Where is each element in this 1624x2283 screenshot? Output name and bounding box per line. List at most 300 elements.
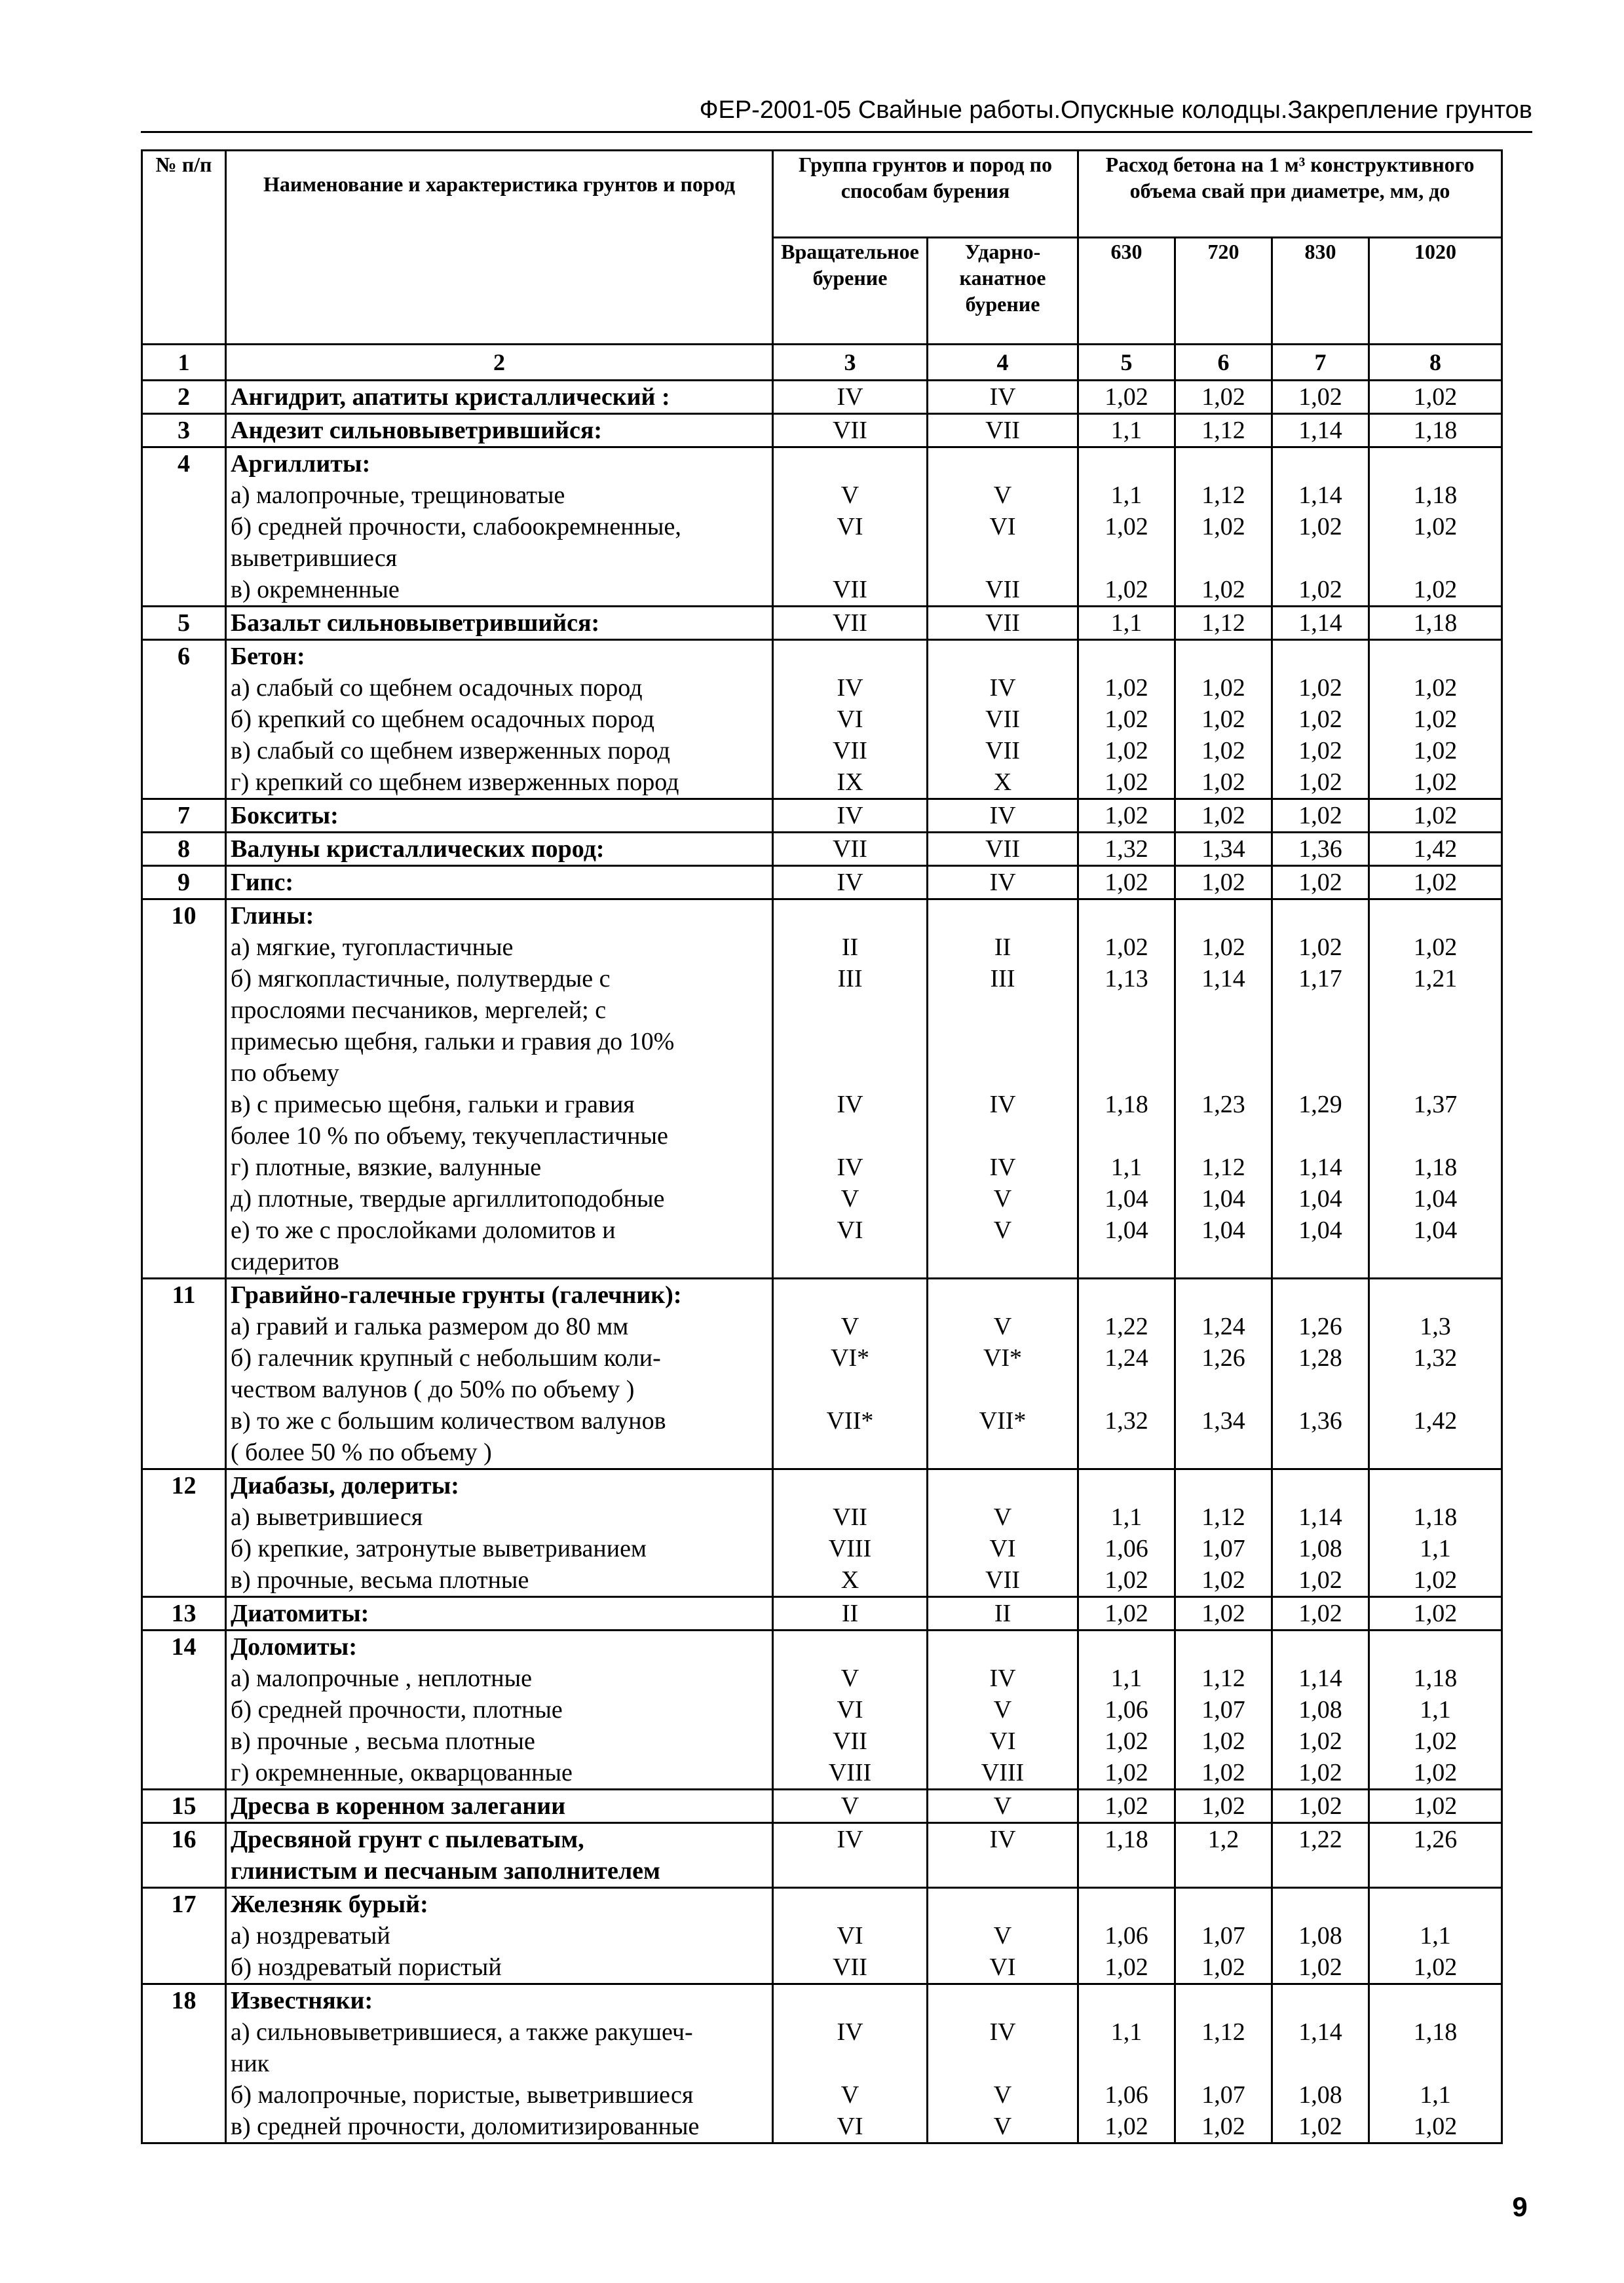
consumption-value: 1,02 <box>1105 1759 1148 1786</box>
rotary-group-cell <box>773 607 928 640</box>
consumption-value <box>1374 1470 1497 1501</box>
consumption-value <box>1277 1279 1364 1311</box>
consumption-value: 1,02 <box>1413 383 1458 411</box>
consumption-value <box>1374 448 1497 480</box>
consumption-value: 1,02 <box>1201 934 1245 961</box>
rotary-group-value: IV <box>837 674 863 702</box>
concrete-consumption-cell <box>1175 1597 1272 1631</box>
soil-category-title: Железняк бурый: <box>231 1891 428 1918</box>
concrete-consumption-cell <box>1272 799 1369 833</box>
soil-subtype-label: по объему <box>231 1059 339 1087</box>
consumption-value: 1,13 <box>1105 965 1148 992</box>
concrete-consumption-cell <box>1078 833 1175 866</box>
consumption-value: 1,14 <box>1298 1665 1342 1692</box>
rotary-group-value: II <box>841 1600 859 1627</box>
percussion-group-value: VIII <box>981 1759 1025 1786</box>
percussion-group-value <box>932 2048 1073 2079</box>
row-number: 9 <box>142 866 226 899</box>
rotary-group-cell <box>773 1469 928 1597</box>
rotary-group-value: V <box>840 481 859 509</box>
table-row <box>142 799 1502 833</box>
consumption-value: 1,07 <box>1201 1922 1245 1950</box>
rotary-group-value: VI <box>837 1217 863 1244</box>
consumption-value: 1,1 <box>1110 481 1142 509</box>
consumption-value <box>1180 1374 1267 1405</box>
consumption-value: 1,34 <box>1201 1407 1245 1435</box>
consumption-value <box>1277 1985 1364 2016</box>
consumption-value <box>1180 1120 1267 1152</box>
consumption-value: 1,18 <box>1413 481 1458 509</box>
percussion-group-cell <box>928 1597 1078 1631</box>
percussion-group-value: III <box>990 965 1015 992</box>
column-number: 8 <box>1369 345 1502 381</box>
consumption-value <box>1083 1985 1170 2016</box>
rotary-group-value <box>778 900 922 932</box>
consumption-value: 1,02 <box>1298 1727 1342 1755</box>
percussion-group-value: II <box>994 1600 1011 1627</box>
concrete-consumption-cell <box>1369 833 1502 866</box>
rotary-group-cell <box>773 866 928 899</box>
consumption-value: 1,14 <box>1298 1154 1342 1181</box>
soil-subtype-label: а) мягкие, тугопластичные <box>231 934 514 961</box>
concrete-consumption-cell <box>1078 1790 1175 1823</box>
rotary-group-value <box>778 448 922 480</box>
rotary-group-value: VI <box>837 1696 863 1724</box>
percussion-group-value: IV <box>989 1154 1016 1181</box>
rotary-group-value: VIII <box>828 1759 872 1786</box>
consumption-value: 1,04 <box>1201 1185 1245 1213</box>
consumption-value <box>1374 1437 1497 1468</box>
consumption-value: 1,02 <box>1105 383 1148 411</box>
concrete-consumption-cell <box>1369 414 1502 447</box>
percussion-group-value: V <box>993 1217 1012 1244</box>
consumption-value: 1,04 <box>1413 1217 1458 1244</box>
percussion-group-value: V <box>993 2081 1012 2109</box>
column-number: 6 <box>1175 345 1272 381</box>
concrete-consumption-cell <box>1078 1984 1175 2143</box>
consumption-value: 1,02 <box>1105 2113 1148 2140</box>
percussion-group-cell <box>928 899 1078 1279</box>
consumption-value: 1,02 <box>1201 1792 1245 1820</box>
soil-category-title: Диатомиты: <box>231 1600 369 1627</box>
rotary-group-cell <box>773 1631 928 1790</box>
consumption-value <box>1083 1026 1170 1057</box>
consumption-value: 1,02 <box>1413 1759 1458 1786</box>
consumption-value: 1,02 <box>1413 802 1458 829</box>
column-number: 4 <box>928 345 1078 381</box>
consumption-value <box>1180 900 1267 932</box>
concrete-consumption-cell <box>1272 1790 1369 1823</box>
soil-subtype-label: г) окремненные, окварцованные <box>231 1759 573 1786</box>
col-header-group: Группа грунтов и пород по способам бурения <box>773 151 1078 238</box>
consumption-value: 1,07 <box>1201 1696 1245 1724</box>
consumption-value <box>1277 448 1364 480</box>
percussion-group-value <box>932 1279 1073 1311</box>
rotary-group-cell <box>773 447 928 607</box>
rotary-group-value <box>778 1855 922 1887</box>
rotary-group-value: VIII <box>828 1535 872 1562</box>
soil-subtype-label: примесью щебня, гальки и гравия до 10% <box>231 1028 675 1055</box>
percussion-group-value: VII <box>985 835 1020 863</box>
consumption-value: 1,24 <box>1201 1313 1245 1340</box>
row-number: 5 <box>142 607 226 640</box>
consumption-value: 1,02 <box>1201 1759 1245 1786</box>
consumption-value <box>1180 1437 1267 1468</box>
consumption-value: 1,12 <box>1201 1154 1245 1181</box>
consumption-value <box>1180 994 1267 1026</box>
consumption-value <box>1083 2048 1170 2079</box>
rotary-group-value <box>778 1374 922 1405</box>
rotary-group-value: II <box>841 934 859 961</box>
rotary-group-value <box>778 542 922 574</box>
soil-subtype-label: прослоями песчаников, мергелей; с <box>231 996 607 1024</box>
concrete-consumption-cell <box>1078 1631 1175 1790</box>
consumption-value: 1,06 <box>1105 1696 1148 1724</box>
consumption-value: 1,2 <box>1207 1826 1239 1853</box>
consumption-value: 1,02 <box>1201 1600 1245 1627</box>
percussion-group-value: VII <box>985 609 1020 637</box>
concrete-consumption-cell <box>1272 1469 1369 1597</box>
consumption-value: 1,14 <box>1201 965 1245 992</box>
rotary-group-value <box>778 2048 922 2079</box>
consumption-value: 1,14 <box>1298 609 1342 637</box>
rotary-group-cell <box>773 1984 928 2143</box>
consumption-value: 1,02 <box>1298 934 1342 961</box>
soil-category-title: Валуны кристаллических пород: <box>231 835 605 863</box>
consumption-value: 1,1 <box>1110 1503 1142 1531</box>
concrete-consumption-cell <box>1078 899 1175 1279</box>
table-row <box>142 607 1502 640</box>
soil-subtype-label: а) малопрочные, трещиноватые <box>231 481 565 509</box>
consumption-value: 1,18 <box>1413 2018 1458 2046</box>
consumption-value: 1,24 <box>1105 1344 1148 1372</box>
consumption-value <box>1083 1631 1170 1663</box>
soil-category-title: Базальт сильновыветрившийся: <box>231 609 600 637</box>
soil-category-title: Дресвяной грунт с пылеватым, <box>231 1826 584 1853</box>
row-number: 16 <box>142 1823 226 1888</box>
rotary-group-value: IV <box>837 869 863 896</box>
concrete-consumption-cell <box>1078 1823 1175 1888</box>
soil-category-title: Дресва в коренном залегании <box>231 1792 566 1820</box>
soil-subtype-label: а) ноздреватый <box>231 1922 390 1950</box>
percussion-group-cell <box>928 1279 1078 1469</box>
soil-concrete-table <box>141 149 1503 2144</box>
consumption-value <box>1083 994 1170 1026</box>
rotary-group-value: V <box>840 2081 859 2109</box>
rotary-group-cell <box>773 414 928 447</box>
consumption-value <box>1083 1374 1170 1405</box>
concrete-consumption-cell <box>1369 1279 1502 1469</box>
consumption-value <box>1374 900 1497 932</box>
percussion-group-cell <box>928 607 1078 640</box>
rotary-group-value: VI <box>837 1922 863 1950</box>
percussion-group-cell <box>928 866 1078 899</box>
rotary-group-value: V <box>840 1313 859 1340</box>
consumption-value: 1,18 <box>1413 609 1458 637</box>
rotary-group-value: VII <box>833 417 867 444</box>
col-header-d630: 630 <box>1078 238 1175 345</box>
consumption-value: 1,18 <box>1413 1154 1458 1181</box>
percussion-group-cell <box>928 414 1078 447</box>
percussion-group-value: VII* <box>979 1407 1027 1435</box>
concrete-consumption-cell <box>1175 1888 1272 1984</box>
percussion-group-value: IV <box>989 802 1016 829</box>
consumption-value: 1,21 <box>1413 965 1458 992</box>
soil-subtype-label: а) сильновыветрившиеся, а также ракушеч- <box>231 2018 693 2046</box>
percussion-group-cell <box>928 640 1078 799</box>
consumption-value: 1,12 <box>1201 481 1245 509</box>
consumption-value <box>1180 1470 1267 1501</box>
consumption-value: 1,36 <box>1298 835 1342 863</box>
consumption-value: 1,02 <box>1105 802 1148 829</box>
consumption-value <box>1277 1437 1364 1468</box>
consumption-value <box>1277 1470 1364 1501</box>
percussion-group-value: V <box>993 1922 1012 1950</box>
consumption-value: 1,34 <box>1201 835 1245 863</box>
consumption-value <box>1180 1889 1267 1920</box>
soil-name-cell <box>226 866 773 899</box>
consumption-value: 1,04 <box>1413 1185 1458 1213</box>
consumption-value <box>1180 1246 1267 1277</box>
percussion-group-value: VII <box>985 706 1020 733</box>
consumption-value: 1,02 <box>1413 869 1458 896</box>
consumption-value <box>1374 994 1497 1026</box>
soil-category-title: Бокситы: <box>231 802 339 829</box>
rotary-group-cell <box>773 1790 928 1823</box>
consumption-value: 1,02 <box>1201 706 1245 733</box>
consumption-value: 1,02 <box>1105 576 1148 603</box>
concrete-consumption-cell <box>1272 866 1369 899</box>
consumption-value: 1,12 <box>1201 417 1245 444</box>
concrete-consumption-cell <box>1272 447 1369 607</box>
consumption-value: 1,22 <box>1105 1313 1148 1340</box>
concrete-consumption-cell <box>1078 447 1175 607</box>
row-number: 7 <box>142 799 226 833</box>
soil-name-cell <box>226 1823 773 1888</box>
concrete-consumption-cell <box>1078 381 1175 414</box>
rotary-group-cell <box>773 899 928 1279</box>
col-header-rotary: Вращательное бурение <box>773 238 928 345</box>
running-header: ФЕР-2001-05 Свайные работы.Опускные колодцы.Закрепление грунтов <box>141 92 1532 133</box>
rotary-group-value <box>778 1120 922 1152</box>
soil-subtype-label: сидеритов <box>231 1248 339 1275</box>
soil-subtype-label: а) выветрившиеся <box>231 1503 423 1531</box>
consumption-value <box>1277 1374 1364 1405</box>
percussion-group-value <box>932 1120 1073 1152</box>
consumption-value: 1,02 <box>1105 1727 1148 1755</box>
column-number: 2 <box>226 345 773 381</box>
rotary-group-value <box>778 1026 922 1057</box>
rotary-group-value: VII <box>833 609 867 637</box>
consumption-value: 1,28 <box>1298 1344 1342 1372</box>
percussion-group-cell <box>928 1888 1078 1984</box>
consumption-value: 1,14 <box>1298 481 1342 509</box>
rotary-group-value: VII <box>833 737 867 764</box>
rotary-group-cell <box>773 799 928 833</box>
table-row <box>142 1790 1502 1823</box>
consumption-value <box>1374 1855 1497 1887</box>
soil-subtype-label: выветрившиеся <box>231 544 398 572</box>
soil-name-cell <box>226 1888 773 1984</box>
col-header-d830: 830 <box>1272 238 1369 345</box>
consumption-value <box>1277 542 1364 574</box>
table-row <box>142 1469 1502 1597</box>
soil-name-cell <box>226 833 773 866</box>
rotary-group-cell <box>773 381 928 414</box>
concrete-consumption-cell <box>1175 866 1272 899</box>
consumption-value <box>1180 448 1267 480</box>
column-number: 1 <box>142 345 226 381</box>
consumption-value: 1,26 <box>1298 1313 1342 1340</box>
rotary-group-value: VII <box>833 1727 867 1755</box>
table-row <box>142 447 1502 607</box>
consumption-value <box>1083 641 1170 672</box>
concrete-consumption-cell <box>1369 1469 1502 1597</box>
soil-category-title: Диабазы, долериты: <box>231 1472 459 1500</box>
concrete-consumption-cell <box>1175 1631 1272 1790</box>
consumption-value <box>1180 1279 1267 1311</box>
consumption-value <box>1277 900 1364 932</box>
consumption-value <box>1374 1985 1497 2016</box>
percussion-group-value <box>932 542 1073 574</box>
consumption-value: 1,02 <box>1413 674 1458 702</box>
rotary-group-cell <box>773 1279 928 1469</box>
consumption-value: 1,02 <box>1298 869 1342 896</box>
soil-category-title: Доломиты: <box>231 1633 358 1661</box>
concrete-consumption-cell <box>1175 1823 1272 1888</box>
concrete-consumption-cell <box>1078 1597 1175 1631</box>
concrete-consumption-cell <box>1272 414 1369 447</box>
concrete-consumption-cell <box>1369 1823 1502 1888</box>
consumption-value <box>1374 1120 1497 1152</box>
row-number: 13 <box>142 1597 226 1631</box>
soil-subtype-label: ник <box>231 2050 270 2077</box>
consumption-value: 1,06 <box>1105 1922 1148 1950</box>
col-header-percussion: Ударно-канатное бурение <box>928 238 1078 345</box>
consumption-value: 1,02 <box>1298 513 1342 540</box>
percussion-group-value <box>932 1246 1073 1277</box>
consumption-value: 1,02 <box>1105 1953 1148 1981</box>
table-row <box>142 1279 1502 1469</box>
concrete-consumption-cell <box>1078 607 1175 640</box>
rotary-group-value: VI <box>837 706 863 733</box>
col-header-name: Наименование и характеристика грунтов и пород <box>226 151 773 345</box>
consumption-value: 1,02 <box>1298 383 1342 411</box>
rotary-group-cell <box>773 640 928 799</box>
rotary-group-value: IV <box>837 1826 863 1853</box>
consumption-value: 1,02 <box>1201 674 1245 702</box>
rotary-group-value: IV <box>837 383 863 411</box>
percussion-group-cell <box>928 1984 1078 2143</box>
concrete-consumption-cell <box>1078 640 1175 799</box>
percussion-group-cell <box>928 447 1078 607</box>
percussion-group-value <box>932 1855 1073 1887</box>
soil-name-cell <box>226 1597 773 1631</box>
rotary-group-value: VI <box>837 513 863 540</box>
percussion-group-value: V <box>993 481 1012 509</box>
percussion-group-value: VI <box>989 1727 1016 1755</box>
consumption-value <box>1277 1120 1364 1152</box>
consumption-value <box>1374 1246 1497 1277</box>
consumption-value: 1,32 <box>1105 835 1148 863</box>
soil-name-cell <box>226 640 773 799</box>
rotary-group-value: IX <box>837 768 863 796</box>
concrete-consumption-cell <box>1369 381 1502 414</box>
consumption-value <box>1374 542 1497 574</box>
consumption-value <box>1083 448 1170 480</box>
rotary-group-value <box>778 1246 922 1277</box>
column-number: 7 <box>1272 345 1369 381</box>
row-number: 11 <box>142 1279 226 1469</box>
consumption-value: 1,02 <box>1298 1953 1342 1981</box>
consumption-value: 1,08 <box>1298 1922 1342 1950</box>
consumption-value: 1,1 <box>1420 2081 1451 2109</box>
consumption-value: 1,02 <box>1201 1566 1245 1594</box>
rotary-group-value: V <box>840 1665 859 1692</box>
consumption-value <box>1277 1057 1364 1089</box>
rotary-group-cell <box>773 1823 928 1888</box>
soil-subtype-label: е) то же с прослойками доломитов и <box>231 1217 616 1244</box>
concrete-consumption-cell <box>1272 1597 1369 1631</box>
rotary-group-cell <box>773 1597 928 1631</box>
consumption-value <box>1180 1631 1267 1663</box>
consumption-value: 1,02 <box>1201 1953 1245 1981</box>
consumption-value <box>1374 1631 1497 1663</box>
consumption-value <box>1180 1985 1267 2016</box>
consumption-value: 1,02 <box>1201 802 1245 829</box>
consumption-value: 1,17 <box>1298 965 1342 992</box>
percussion-group-cell <box>928 833 1078 866</box>
percussion-group-value: V <box>993 1696 1012 1724</box>
soil-subtype-label: в) средней прочности, доломитизированные <box>231 2113 700 2140</box>
percussion-group-value: VII <box>985 417 1020 444</box>
consumption-value: 1,02 <box>1105 513 1148 540</box>
concrete-consumption-cell <box>1272 1279 1369 1469</box>
percussion-group-value <box>932 448 1073 480</box>
concrete-consumption-cell <box>1078 1279 1175 1469</box>
soil-subtype-label: д) плотные, твердые аргиллитоподобные <box>231 1185 665 1213</box>
col-header-num: № п/п <box>142 151 226 345</box>
consumption-value <box>1374 2048 1497 2079</box>
rotary-group-value: VII <box>833 1953 867 1981</box>
consumption-value: 1,06 <box>1105 1535 1148 1562</box>
consumption-value <box>1083 1889 1170 1920</box>
consumption-value: 1,32 <box>1105 1407 1148 1435</box>
consumption-value: 1,18 <box>1413 1503 1458 1531</box>
consumption-value: 1,37 <box>1413 1091 1458 1118</box>
consumption-value: 1,02 <box>1201 513 1245 540</box>
consumption-value <box>1083 542 1170 574</box>
table-row <box>142 833 1502 866</box>
consumption-value: 1,14 <box>1298 2018 1342 2046</box>
percussion-group-value: II <box>994 934 1011 961</box>
concrete-consumption-cell <box>1175 899 1272 1279</box>
percussion-group-cell <box>928 1469 1078 1597</box>
concrete-consumption-cell <box>1175 414 1272 447</box>
row-number: 15 <box>142 1790 226 1823</box>
soil-category-title: Гипс: <box>231 869 294 896</box>
column-numbers-row <box>142 345 1502 381</box>
soil-subtype-label: а) малопрочные , неплотные <box>231 1665 533 1692</box>
percussion-group-value <box>932 1026 1073 1057</box>
soil-subtype-label: в) прочные , весьма плотные <box>231 1727 535 1755</box>
consumption-value: 1,08 <box>1298 1535 1342 1562</box>
table-row <box>142 1823 1502 1888</box>
soil-category-title: глинистым и песчаным заполнителем <box>231 1857 660 1885</box>
percussion-group-value <box>932 1057 1073 1089</box>
consumption-value: 1,02 <box>1413 934 1458 961</box>
table-row <box>142 899 1502 1279</box>
